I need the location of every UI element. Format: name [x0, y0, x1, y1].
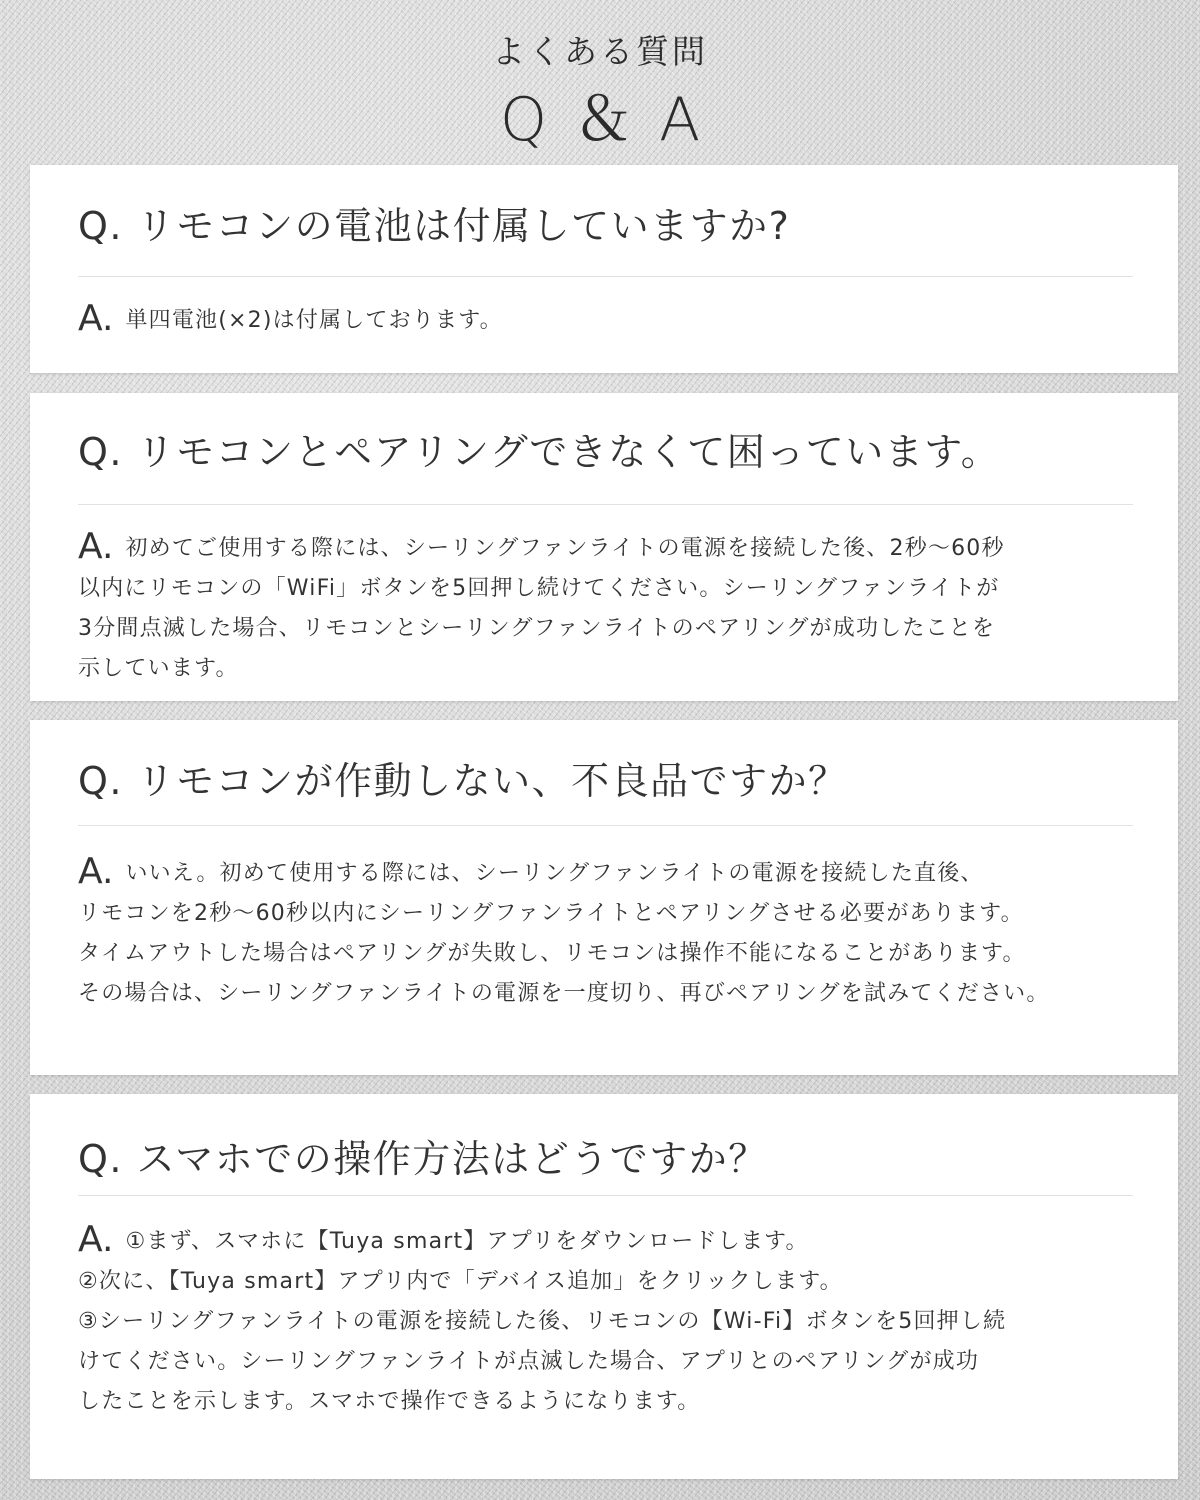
answer-prefix: A. — [78, 526, 114, 567]
answer-line — [78, 299, 1168, 341]
page-title: Q＆A — [499, 85, 727, 155]
answer-text: ①まず、スマホに【Tuya smart】アプリをダウンロードします。 — [125, 1229, 809, 1254]
faq-card — [30, 1094, 1178, 1479]
faq-divider — [78, 825, 1133, 826]
faq-answer — [78, 852, 1168, 1014]
faq-card — [30, 165, 1178, 373]
answer-line: したことを示します。スマホで操作できるようになります。 — [78, 1389, 701, 1414]
answer-text: 初めてご使用する際には、シーリングファンライトの電源を接続した後、2秒～60秒 — [125, 536, 1005, 561]
answer-prefix: A. — [78, 851, 114, 892]
answer-line: その場合は、シーリングファンライトの電源を一度切り、再びペアリングを試みてください。 — [78, 981, 1050, 1006]
answer-line: けてください。シーリングファンライトが点滅した場合、アプリとのペアリングが成功 — [78, 1349, 980, 1374]
answer-line: 3分間点滅した場合、リモコンとシーリングファンライトのペアリングが成功したことを — [78, 616, 996, 641]
answer-line: 示しています。 — [78, 656, 239, 681]
answer-line: ③シーリングファンライトの電源を接続した後、リモコンの【Wi-Fi】ボタンを5回押し続 — [78, 1309, 1007, 1334]
answer-prefix: A. — [78, 1219, 114, 1260]
answer-line — [78, 527, 1168, 569]
answer-line: タイムアウトした場合はペアリングが失敗し、リモコンは操作不能になることがあります。 — [78, 941, 1026, 966]
answer-line: 以内にリモコンの「WiFi」ボタンを5回押し続けてください。シーリングファンライトが — [78, 576, 1000, 601]
faq-card — [30, 720, 1178, 1075]
faq-answer — [78, 527, 1168, 689]
answer-text: いいえ。初めて使用する際には、シーリングファンライトの電源を接続した直後、 — [125, 861, 984, 886]
page-header — [0, 0, 1200, 160]
answer-line — [78, 1220, 1168, 1262]
faq-card — [30, 393, 1178, 701]
faq-question: Q. リモコンが作動しない、不良品ですか？ — [78, 759, 848, 803]
faq-question: Q. リモコンとペアリングできなくて困っています。 — [78, 430, 1001, 474]
faq-divider — [78, 276, 1133, 277]
answer-line: ②次に、【Tuya smart】アプリ内で「デバイス追加」をクリックします。 — [78, 1269, 843, 1294]
answer-prefix: A. — [78, 298, 114, 339]
faq-answer — [78, 1220, 1168, 1422]
faq-divider — [78, 1195, 1133, 1196]
faq-divider — [78, 504, 1133, 505]
faq-question: Q. リモコンの電池は付属していますか? — [78, 204, 791, 248]
answer-text: 単四電池(×2)は付属しております。 — [125, 308, 503, 333]
page-subtitle: よくある質問 — [492, 32, 708, 71]
answer-line: リモコンを2秒～60秒以内にシーリングファンライトとペアリングさせる必要があります。 — [78, 901, 1024, 926]
faq-answer — [78, 299, 1168, 341]
faq-question: Q. スマホでの操作方法はどうですか？ — [78, 1137, 768, 1181]
answer-line — [78, 852, 1168, 894]
